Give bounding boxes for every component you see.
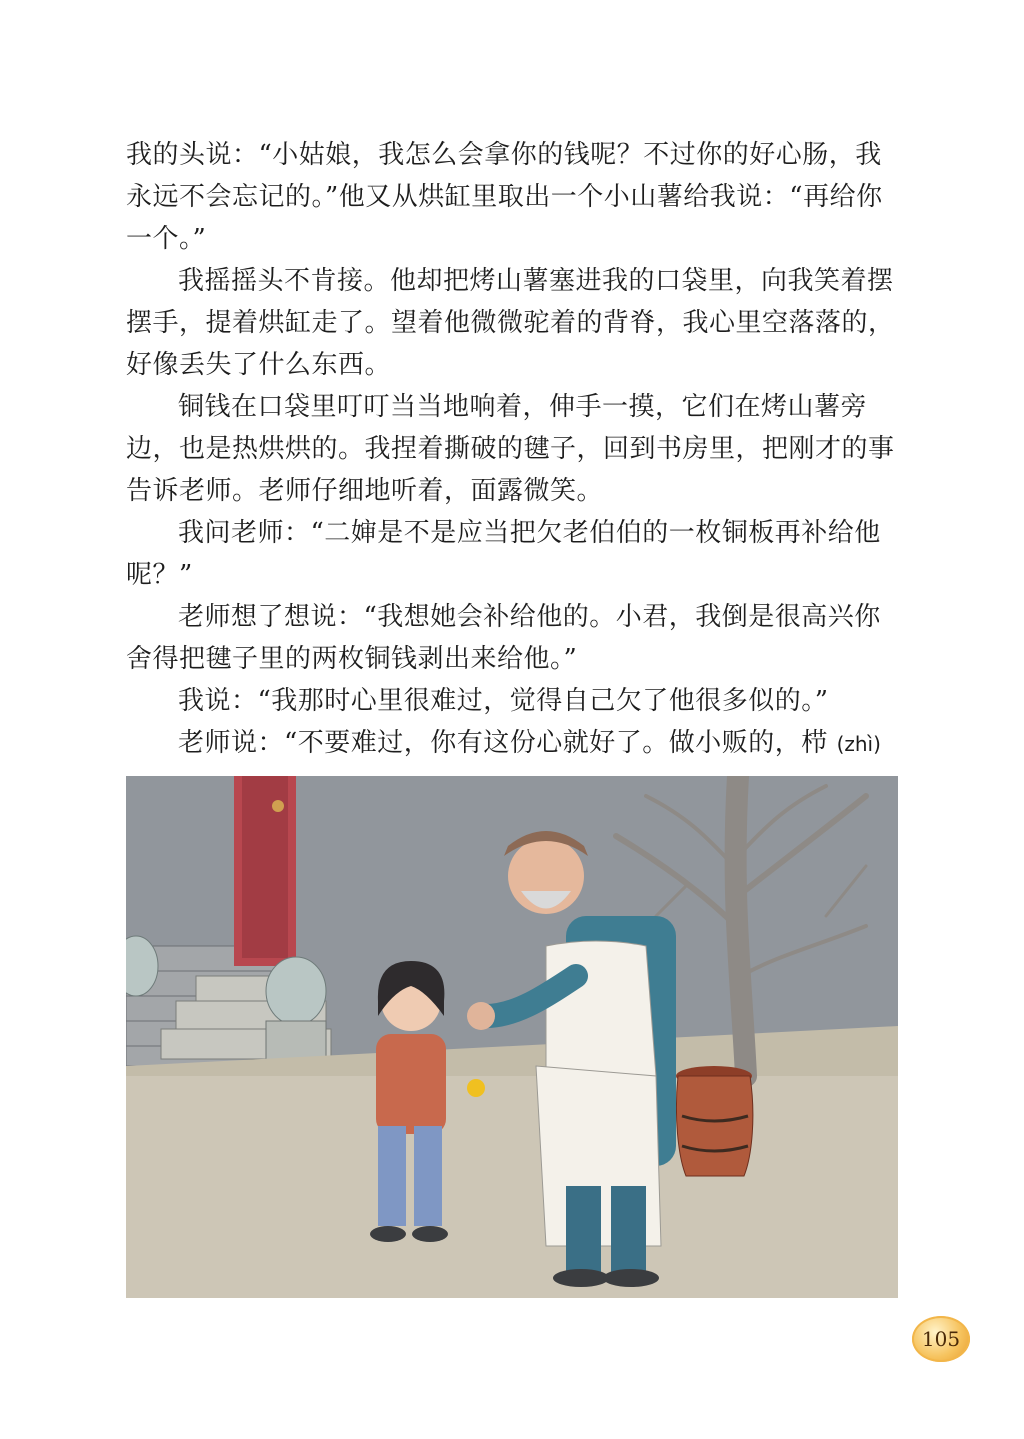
paragraph-4: 我问老师：“二婶是不是应当把欠老伯伯的一枚铜板再补给他呢？” [126, 518, 881, 590]
illustration-scene [126, 776, 898, 1298]
story-text [126, 134, 898, 765]
vendor-apron [546, 941, 656, 1076]
page-number: 105 [912, 1316, 970, 1362]
pinyin-annotation: (zhì) [836, 732, 881, 756]
paragraph-1: 我的头说：“小姑娘，我怎么会拿你的钱呢？不过你的好心肠，我永远不会忘记的。”他又从烘缸里取出一个小山薯给我说：“再给你一个。” [126, 140, 883, 254]
door-knocker [272, 800, 284, 812]
clay-jar [676, 1066, 753, 1176]
ground [126, 1076, 898, 1298]
paragraph-3: 铜钱在口袋里叮叮当当地响着，伸手一摸，它们在烤山薯旁边，也是热烘烘的。我捏着撕破的毽子，回到书房里，把刚才的事告诉老师。老师仔细地听着，面露微笑。 [126, 392, 895, 506]
girl-jacket [376, 1034, 446, 1134]
shuttlecock-feathers [467, 1079, 485, 1097]
paragraph-7-text: 老师说：“不要难过，你有这份心就好了。做小贩的，栉 [178, 728, 828, 758]
drum-stone [266, 957, 326, 1025]
paragraph-7 [126, 722, 898, 765]
paragraph-5: 老师想了想说：“我想她会补给他的。小君，我倒是很高兴你舍得把毽子里的两枚铜钱剥出来给他。” [126, 602, 881, 674]
paragraph-6: 我说：“我那时心里很难过，觉得自己欠了他很多似的。” [178, 686, 829, 716]
paragraph-2: 我摇摇头不肯接。他却把烤山薯塞进我的口袋里，向我笑着摆摆手，提着烘缸走了。望着他微微驼着的背脊，我心里空落落的，好像丢失了什么东西。 [126, 266, 895, 380]
story-illustration [126, 776, 898, 1298]
